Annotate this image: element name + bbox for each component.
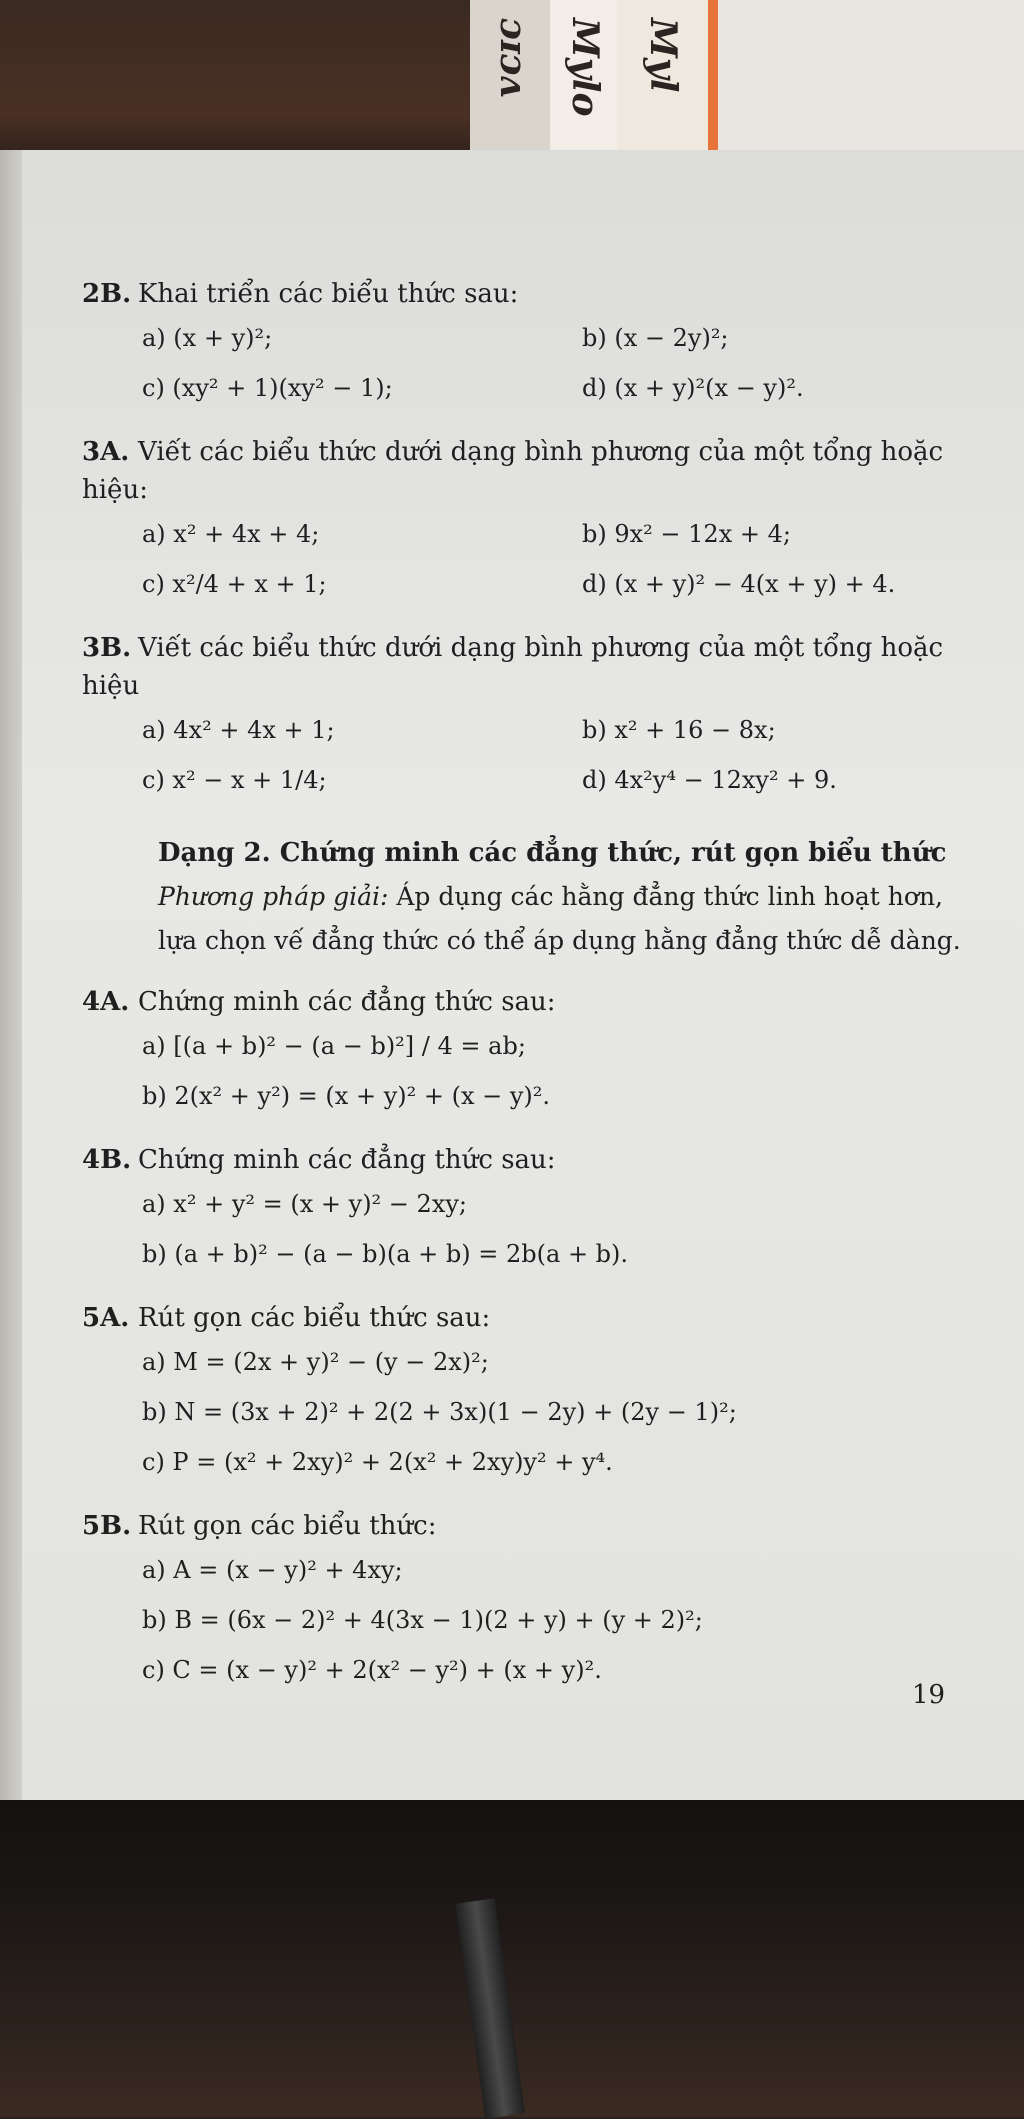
item: b) 9x² − 12x + 4; bbox=[582, 520, 791, 548]
exercise-number: 5B. bbox=[82, 1511, 132, 1541]
item: c) x² − x + 1/4; bbox=[142, 766, 327, 794]
exercise-5a bbox=[82, 1299, 982, 1487]
exercise-number: 4B. bbox=[82, 1145, 132, 1175]
item: b) 2(x² + y²) = (x + y)² + (x − y)². bbox=[142, 1082, 551, 1110]
page-content bbox=[82, 275, 982, 1695]
item: a) [(a + b)² − (a − b)²] / 4 = ab; bbox=[142, 1032, 526, 1060]
method-line bbox=[82, 875, 982, 919]
book-spine bbox=[470, 0, 550, 160]
item: a) M = (2x + y)² − (y − 2x)²; bbox=[142, 1348, 489, 1376]
exercise-title: Chứng minh các đẳng thức sau: bbox=[138, 1145, 556, 1175]
item: a) (x + y)²; bbox=[142, 324, 273, 352]
book-spine-accent bbox=[708, 0, 718, 160]
item: d) (x + y)² − 4(x + y) + 4. bbox=[582, 570, 896, 598]
item: c) P = (x² + 2xy)² + 2(x² + 2xy)y² + y⁴. bbox=[142, 1448, 613, 1476]
item: a) x² + y² = (x + y)² − 2xy; bbox=[142, 1190, 467, 1218]
section-title: Dạng 2. Chứng minh các đẳng thức, rút gọn biểu thức bbox=[158, 838, 947, 868]
exercise-number: 2B. bbox=[82, 279, 132, 309]
item: a) A = (x − y)² + 4xy; bbox=[142, 1556, 403, 1584]
book-spine bbox=[550, 0, 618, 160]
method-label: Phương pháp giải: bbox=[158, 882, 389, 911]
item: b) (x − 2y)²; bbox=[582, 324, 729, 352]
spine-text: Mylo bbox=[564, 18, 606, 117]
exercise-4b bbox=[82, 1141, 982, 1279]
exercise-4a bbox=[82, 983, 982, 1121]
method-text: Áp dụng các hằng đẳng thức linh hoạt hơn, bbox=[396, 882, 943, 911]
item: c) x²/4 + x + 1; bbox=[142, 570, 327, 598]
exercise-title: Viết các biểu thức dưới dạng bình phương của một tổng hoặc hiệu: bbox=[82, 437, 944, 505]
exercise-3a bbox=[82, 433, 982, 609]
exercise-title: Chứng minh các đẳng thức sau: bbox=[138, 987, 556, 1017]
book-spine bbox=[718, 0, 1024, 160]
exercise-title: Rút gọn các biểu thức: bbox=[138, 1511, 437, 1541]
page-number: 19 bbox=[912, 1680, 946, 1710]
exercise-title: Khai triển các biểu thức sau: bbox=[138, 279, 519, 309]
exercise-number: 4A. bbox=[82, 987, 130, 1017]
book-spines bbox=[470, 0, 1024, 160]
method-line: lựa chọn vế đẳng thức có thể áp dụng hằng đẳng thức dễ dàng. bbox=[158, 926, 961, 955]
exercise-title: Rút gọn các biểu thức sau: bbox=[138, 1303, 491, 1333]
item: d) (x + y)²(x − y)². bbox=[582, 374, 804, 402]
textbook-page bbox=[22, 150, 1024, 1800]
item: a) x² + 4x + 4; bbox=[142, 520, 320, 548]
item: b) (a + b)² − (a − b)(a + b) = 2b(a + b). bbox=[142, 1240, 629, 1268]
item: a) 4x² + 4x + 1; bbox=[142, 716, 335, 744]
item: d) 4x²y⁴ − 12xy² + 9. bbox=[582, 766, 837, 794]
item: c) (xy² + 1)(xy² − 1); bbox=[142, 374, 393, 402]
item: c) C = (x − y)² + 2(x² − y²) + (x + y)². bbox=[142, 1656, 602, 1684]
item: b) N = (3x + 2)² + 2(2 + 3x)(1 − 2y) + (2y − 1)²; bbox=[142, 1398, 737, 1426]
exercise-number: 3A. bbox=[82, 437, 130, 467]
exercise-3b bbox=[82, 629, 982, 805]
exercise-number: 3B. bbox=[82, 633, 132, 663]
exercise-title: Viết các biểu thức dưới dạng bình phương của một tổng hoặc hiệu bbox=[82, 633, 944, 701]
exercise-number: 5A. bbox=[82, 1303, 130, 1333]
spine-text: ɔɪɔʌ bbox=[492, 18, 534, 97]
exercise-5b bbox=[82, 1507, 982, 1695]
exercise-2b bbox=[82, 275, 982, 413]
spine-text: Myl bbox=[642, 18, 684, 93]
item: b) x² + 16 − 8x; bbox=[582, 716, 776, 744]
item: b) B = (6x − 2)² + 4(3x − 1)(2 + y) + (y + 2)²; bbox=[142, 1606, 703, 1634]
book-spine bbox=[618, 0, 708, 160]
